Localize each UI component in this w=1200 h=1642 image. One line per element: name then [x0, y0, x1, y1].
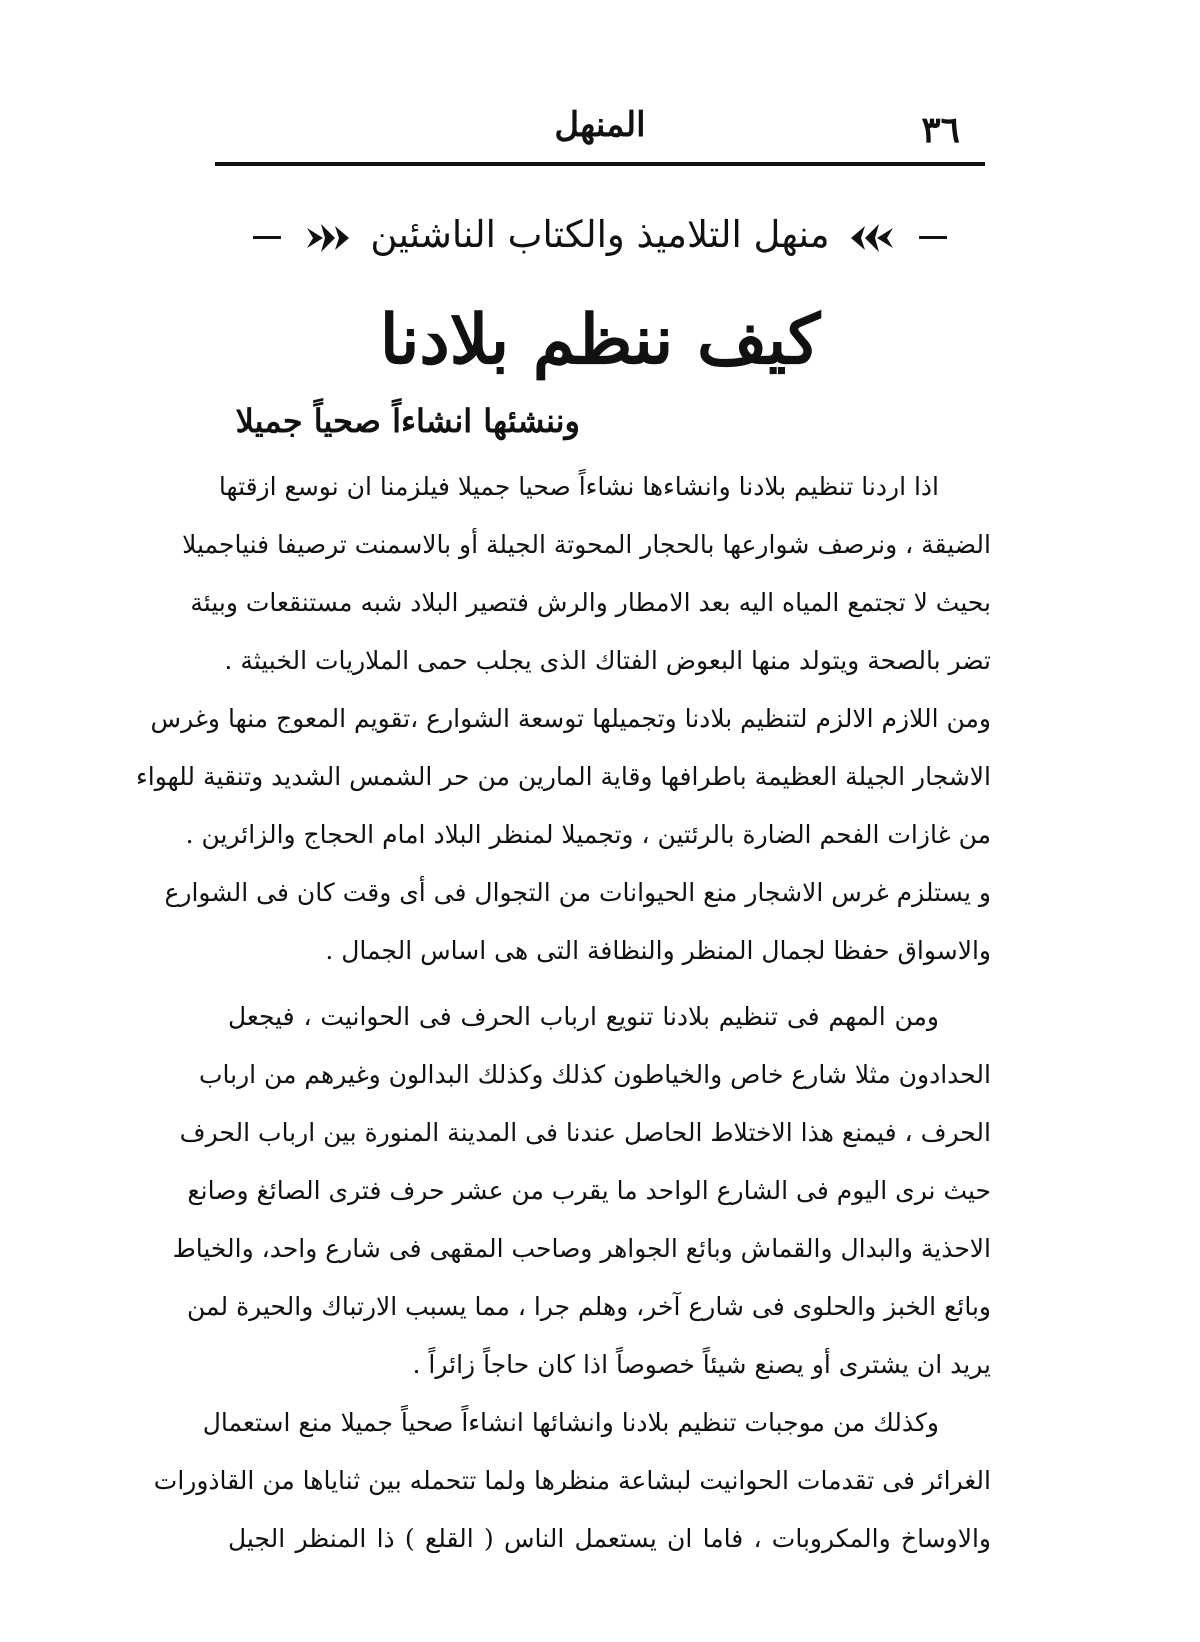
article-title: كيف ننظم بلادنا — [379, 300, 821, 380]
article-subtitle: وننشئها انشاءاً صحياً جميلا — [235, 402, 580, 440]
text-line: ومن المهم فى تنظيم بلادنا تنويع ارباب الحرف فى الحوانيت ، فيجعل — [228, 1002, 939, 1031]
text-line: تضر بالصحة ويتولد منها البعوض الفتاك الذى يجلب حمى الملاريات الخبيثة . — [224, 646, 991, 675]
header-rule — [215, 162, 985, 166]
paragraph — [182, 458, 991, 690]
text-line: يريد ان يشترى أو يصنع شيئاً خصوصاً اذا كان حاجاً زائراً . — [412, 1350, 991, 1379]
text-line: الاحذية والبدال والقماش وبائع الجواهر وصاحب المقهى فى شارع واحد، والخياط — [172, 1234, 991, 1263]
running-head — [215, 105, 985, 155]
ornament-icon — [847, 218, 899, 258]
text-line: الاشجار الجيلة العظيمة باطرافها وقاية المارين من حر الشمس الشديد وتنقية للهواء — [136, 762, 991, 791]
text-line: ومن اللازم الالزم لتنظيم بلادنا وتجميلها توسعة الشوارع ،تقويم المعوج منها وغرس — [150, 704, 991, 733]
paragraph — [172, 988, 991, 1394]
ornament-icon — [301, 218, 353, 258]
text-line: والاسواق حفظا لجمال المنظر والنظافة التى هى اساس الجمال . — [325, 936, 991, 965]
text-line: بحيث لا تجتمع المياه اليه بعد الامطار والرش فتصير البلاد شبه مستنقعات وبيئة — [190, 588, 991, 617]
text-line: الغرائر فى تقدمات الحوانيت لبشاعة منظرها ولما تتحمله بين ثناياها من القاذورات — [153, 1466, 991, 1495]
text-line: و يستلزم غرس الاشجار منع الحيوانات من التجوال فى أى وقت كان فى الشوارع — [164, 878, 991, 907]
text-line: اذا اردنا تنظيم بلادنا وانشاءها نشاءاً صحيا جميلا فيلزمنا ان نوسع ازقتها — [218, 472, 939, 501]
journal-name: المنهل — [554, 105, 646, 145]
section-heading — [215, 205, 985, 265]
dash-rule — [919, 236, 947, 239]
text-line: وكذلك من موجبات تنظيم بلادنا وانشائها انشاءاً صحياً جميلا منع استعمال — [202, 1408, 939, 1437]
text-line: الضيقة ، ونرصف شوارعها بالحجار المحوتة الجيلة أو بالاسمنت ترصيفا فنياجميلا — [182, 530, 991, 559]
text-line: والاوساخ والمكروبات ، فاما ان يستعمل الناس ( القلع ) ذا المنظر الجيل — [228, 1524, 991, 1553]
text-line: الحدادون مثلا شارع خاص والخياطون كذلك وكذلك البدالون وغيرهم من ارباب — [198, 1060, 991, 1089]
page-number: ٣٦ — [921, 109, 960, 151]
article-body — [136, 458, 991, 1568]
paragraph-gap — [228, 980, 991, 988]
text-line: وبائع الخبز والحلوى فى شارع آخر، وهلم جرا ، مما يسبب الارتباك والحيرة لمن — [187, 1292, 991, 1321]
text-line: حيث نرى اليوم فى الشارع الواحد ما يقرب من عشر حرف فترى الصائغ وصانع — [187, 1176, 991, 1205]
paragraph — [136, 690, 991, 980]
text-line: الحرف ، فيمنع هذا الاختلاط الحاصل عندنا فى المدينة المنورة بين ارباب الحرف — [179, 1118, 991, 1147]
section-heading-text: منهل التلاميذ والكتاب الناشئين — [370, 213, 830, 256]
dash-rule — [253, 236, 281, 239]
text-line: من غازات الفحم الضارة بالرئتين ، وتجميلا لمنظر البلاد امام الحجاج والزائرين . — [185, 820, 991, 849]
paragraph — [153, 1394, 991, 1568]
